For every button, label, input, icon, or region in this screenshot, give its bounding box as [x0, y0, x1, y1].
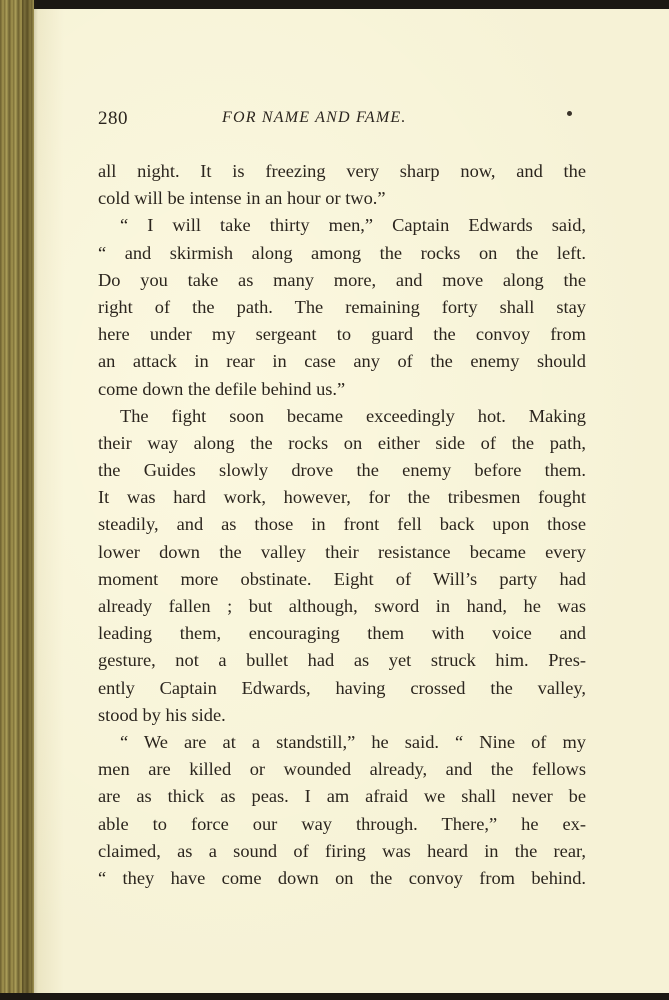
- text-line: here under my sergeant to guard the convoy from: [98, 324, 586, 345]
- text-line: Do you take as many more, and move along the: [98, 269, 586, 290]
- text-line: all night. It is freezing very sharp now, and the: [98, 161, 586, 181]
- text-line: able to force our way through. There,” he ex-: [98, 813, 586, 834]
- text-line: It was hard work, however, for the tribesmen fought: [98, 487, 586, 508]
- text-line: lower down the valley their resistance became every: [98, 541, 586, 562]
- text-line: already fallen ; but although, sword in hand, he was: [98, 596, 586, 616]
- text-line: stood by his side.: [98, 704, 226, 725]
- text-line: right of the path. The remaining forty shall stay: [98, 296, 586, 317]
- text-line: gesture, not a bullet had as yet struck him. Pres-: [98, 650, 586, 671]
- bottom-scan-edge: [0, 993, 669, 1000]
- text-line: come down the defile behind us.”: [98, 378, 346, 399]
- text-line: “ I will take thirty men,” Captain Edwards said,: [120, 215, 586, 236]
- gutter-shadow: [22, 0, 38, 1000]
- text-line: steadily, and as those in front fell back upon those: [98, 514, 586, 535]
- body-text: [98, 158, 586, 892]
- text-line: “ and skirmish along among the rocks on the left.: [98, 242, 586, 263]
- ink-speck: [567, 111, 572, 116]
- running-header: [98, 108, 558, 138]
- text-line: the Guides slowly drove the enemy before them.: [98, 460, 586, 481]
- text-line: men are killed or wounded already, and the fellows: [98, 759, 586, 780]
- text-line: cold will be intense in an hour or two.”: [98, 188, 386, 209]
- page-number: 280: [98, 108, 128, 129]
- text-line: an attack in rear in case any of the enemy should: [98, 351, 586, 372]
- text-line: The fight soon became exceedingly hot. Making: [120, 405, 586, 426]
- running-title: FOR NAME AND FAME.: [222, 109, 407, 126]
- text-line: “ We are at a standstill,” he said. “ Nine of my: [120, 731, 586, 752]
- text-line: moment more obstinate. Eight of Will’s party had: [98, 568, 586, 589]
- text-line: their way along the rocks on either side of the path,: [98, 432, 586, 453]
- text-line: ently Captain Edwards, having crossed the valley,: [98, 677, 586, 698]
- text-line: “ they have come down on the convoy from behind.: [98, 867, 586, 888]
- text-line: claimed, as a sound of firing was heard in the rear,: [98, 840, 586, 861]
- text-line: leading them, encouraging them with voice and: [98, 623, 586, 644]
- text-line: are as thick as peas. I am afraid we shall never be: [98, 786, 586, 807]
